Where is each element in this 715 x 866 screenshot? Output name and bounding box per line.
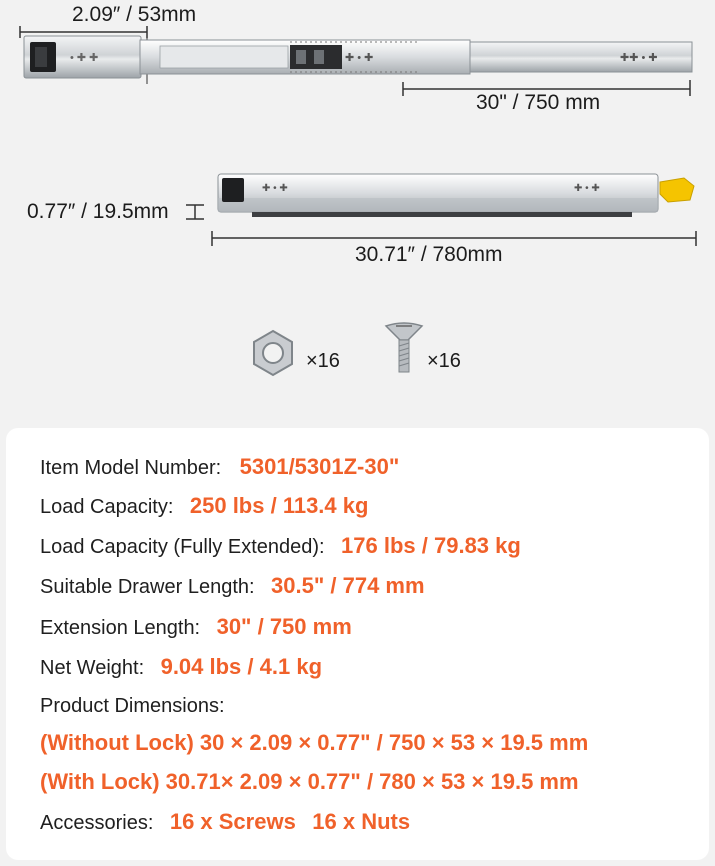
- accessories-label: Accessories:: [40, 812, 154, 834]
- dims-with-lock: [40, 771, 579, 793]
- spec-row-drawer-length: [40, 575, 425, 597]
- dims-without-lock: [40, 732, 588, 754]
- svg-text:✚✚ • ✚: ✚✚ • ✚: [620, 52, 658, 64]
- spec-row-extension-length: [40, 616, 352, 638]
- net-weight-label: Net Weight:: [40, 657, 145, 679]
- load-label: Load Capacity:: [40, 496, 174, 518]
- accessories-nuts: 16 x Nuts: [312, 809, 411, 834]
- drawer-length-value: 30.5" / 774 mm: [271, 573, 425, 598]
- svg-text:✚ • ✚: ✚ • ✚: [262, 183, 288, 194]
- width-dimension-label: 2.09″ / 53mm: [72, 3, 197, 26]
- nut-count: ×16: [306, 350, 340, 372]
- extended-slide-illustration: [0, 0, 715, 130]
- load-extended-value: 176 lbs / 79.83 kg: [341, 533, 521, 558]
- spec-card: [6, 428, 709, 860]
- net-weight-value: 9.04 lbs / 4.1 kg: [160, 654, 323, 679]
- spec-row-product-dimensions: [40, 696, 225, 716]
- drawer-length-label: Suitable Drawer Length:: [40, 576, 255, 598]
- dims-without-lock-value: (Without Lock) 30 × 2.09 × 0.77" / 750 × 53 × 19.5 mm: [40, 730, 589, 755]
- spec-row-net-weight: [40, 656, 322, 678]
- svg-text:✚ • ✚: ✚ • ✚: [345, 52, 374, 64]
- dims-with-lock-value: (With Lock) 30.71× 2.09 × 0.77" / 780 × 53 × 19.5 mm: [40, 769, 579, 794]
- model-value: 5301/5301Z-30": [239, 454, 400, 479]
- flat-head-screw-icon: [382, 320, 426, 380]
- total-length-dimension-label: 30.71″ / 780mm: [355, 243, 503, 266]
- product-dimensions-label: Product Dimensions:: [40, 695, 225, 717]
- extension-dimension-label: 30" / 750 mm: [476, 91, 601, 114]
- svg-text:✚ • ✚: ✚ • ✚: [574, 183, 600, 194]
- load-extended-label: Load Capacity (Fully Extended):: [40, 536, 325, 558]
- accessories-screws: 16 x Screws: [169, 809, 296, 834]
- extension-length-value: 30" / 750 mm: [216, 614, 352, 639]
- screw-count: ×16: [427, 350, 461, 372]
- model-label: Item Model Number:: [40, 457, 222, 479]
- spec-row-model: [40, 456, 399, 478]
- hex-nut-icon: [245, 325, 301, 381]
- spec-row-load-extended: [40, 535, 521, 557]
- load-value: 250 lbs / 113.4 kg: [189, 493, 369, 518]
- height-dimension-label: 0.77″ / 19.5mm: [27, 200, 169, 223]
- svg-text:• ✚ ✚: • ✚ ✚: [70, 52, 99, 64]
- spec-row-accessories: [40, 811, 410, 833]
- extension-length-label: Extension Length:: [40, 617, 201, 639]
- spec-row-load: [40, 495, 368, 517]
